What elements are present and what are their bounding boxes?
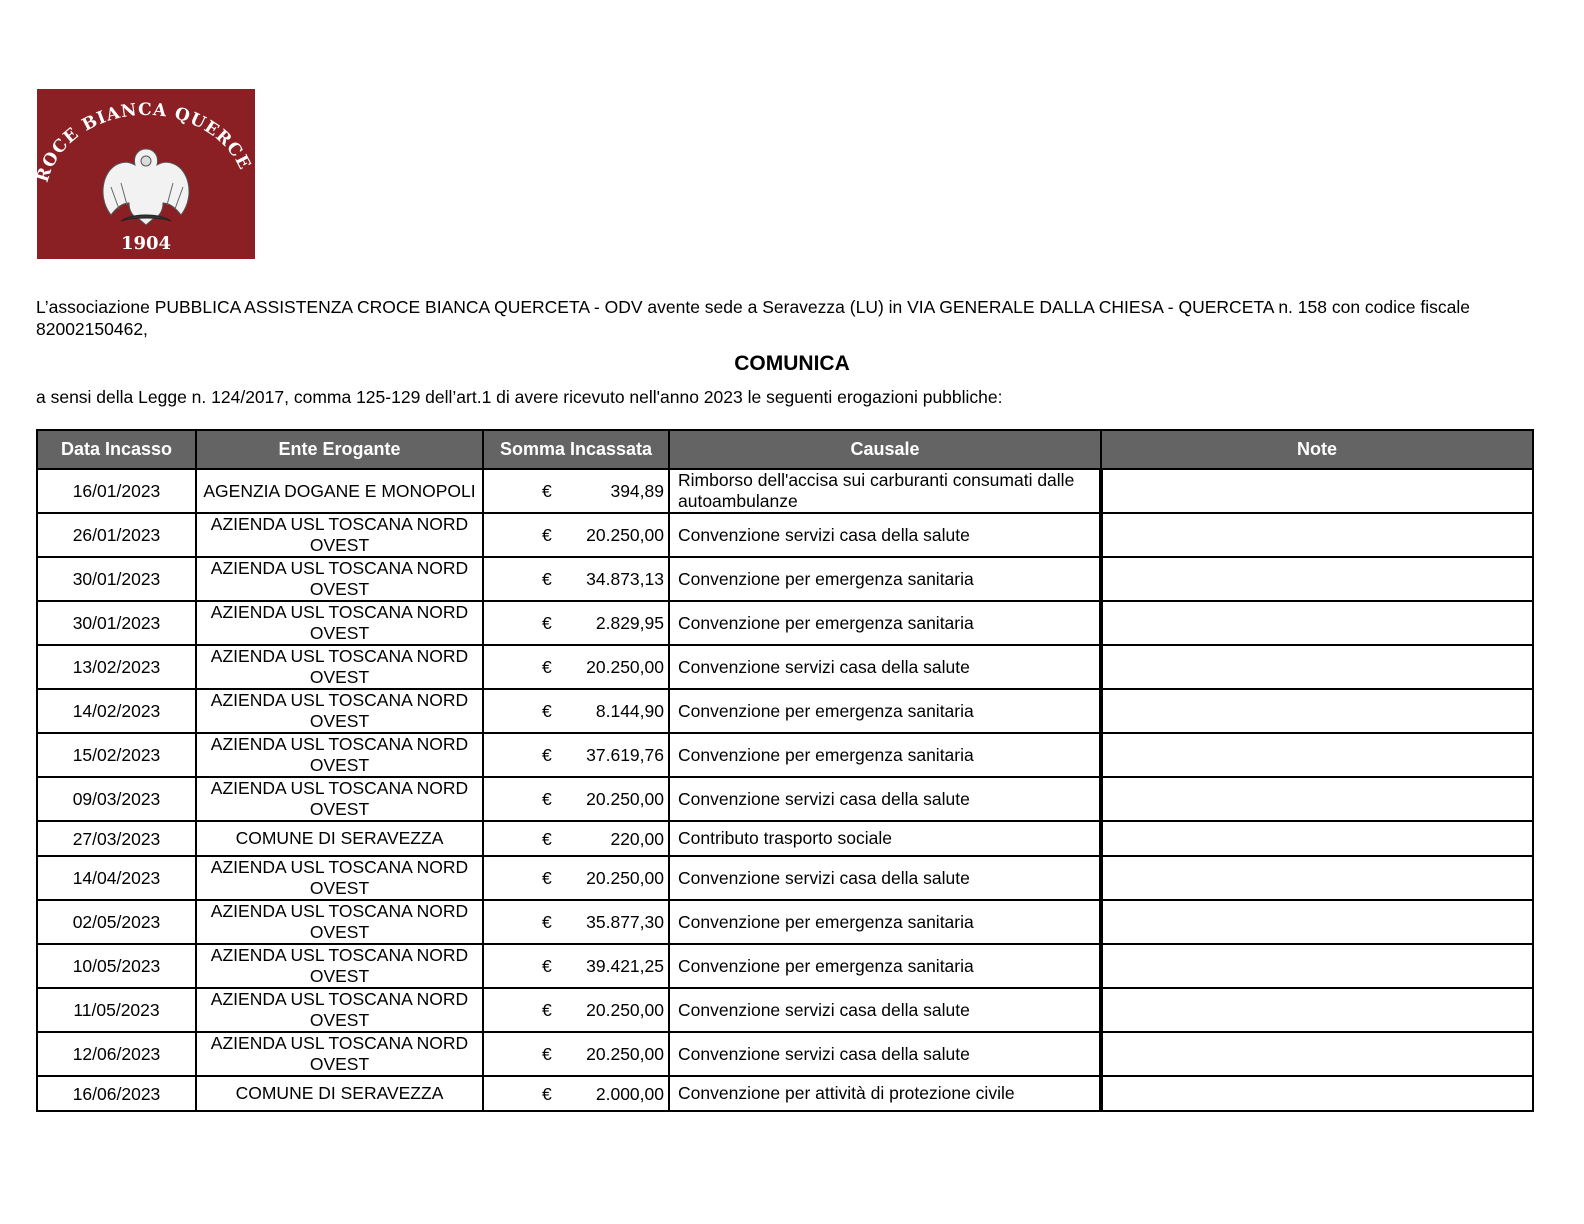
cell-causale: Convenzione per emergenza sanitaria	[669, 944, 1101, 988]
intro-text: L’associazione PUBBLICA ASSISTENZA CROCE BIANCA QUERCETA - ODV avente sede a Seravezza (LU) in VIA GENERALE DALLA CHIESA - QUERCETA n. 158 con codice fiscale 82002150462,	[36, 297, 1470, 339]
amount-value: 35.877,30	[586, 912, 664, 932]
cell-date: 27/03/2023	[37, 821, 196, 856]
cell-somma	[483, 557, 669, 601]
cell-somma	[483, 689, 669, 733]
cell-somma	[483, 645, 669, 689]
cell-causale: Convenzione per emergenza sanitaria	[669, 733, 1101, 777]
currency-symbol: €	[542, 868, 552, 888]
cell-somma	[483, 821, 669, 856]
cell-ente: AZIENDA USL TOSCANA NORD OVEST	[196, 733, 483, 777]
cell-ente: AZIENDA USL TOSCANA NORD OVEST	[196, 513, 483, 557]
amount-value: 37.619,76	[586, 745, 664, 765]
amount-value: 220,00	[610, 828, 664, 849]
amount-value: 20.250,00	[586, 525, 664, 545]
cell-causale: Convenzione per emergenza sanitaria	[669, 900, 1101, 944]
logo	[37, 89, 255, 259]
cell-causale: Convenzione servizi casa della salute	[669, 856, 1101, 900]
currency-symbol: €	[542, 525, 552, 545]
cell-causale: Convenzione per attività di protezione civile	[669, 1076, 1101, 1111]
cell-date: 12/06/2023	[37, 1032, 196, 1076]
table-row	[37, 1032, 1533, 1076]
amount-value: 34.873,13	[586, 569, 664, 589]
amount-value: 2.829,95	[595, 613, 664, 633]
amount-value: 394,89	[610, 481, 664, 501]
cell-ente: AZIENDA USL TOSCANA NORD OVEST	[196, 988, 483, 1032]
logo-year: 1904	[120, 233, 172, 254]
logo-top-text: OCE BIANCA QUERCE	[38, 99, 255, 174]
table-row	[37, 988, 1533, 1032]
table-row	[37, 733, 1533, 777]
amount-value: 20.250,00	[586, 868, 664, 888]
table-row	[37, 821, 1533, 856]
amount-value: 2.000,00	[595, 1083, 664, 1104]
cell-ente: AZIENDA USL TOSCANA NORD OVEST	[196, 900, 483, 944]
cell-date: 13/02/2023	[37, 645, 196, 689]
croce-bianca-emblem-icon	[37, 89, 255, 259]
cell-ente: AZIENDA USL TOSCANA NORD OVEST	[196, 557, 483, 601]
table-row	[37, 557, 1533, 601]
subtitle-text: a sensi della Legge n. 124/2017, comma 125-129 dell’art.1 di avere ricevuto nell'anno 2023 le seguenti erogazioni pubbliche:	[36, 387, 1003, 407]
amount-value: 20.250,00	[586, 789, 664, 809]
cell-note	[1101, 988, 1533, 1032]
page-title: COMUNICA	[734, 352, 850, 375]
cell-somma	[483, 944, 669, 988]
cell-note	[1101, 601, 1533, 645]
amount-value: 39.421,25	[586, 956, 664, 976]
cell-date: 30/01/2023	[37, 557, 196, 601]
cell-date: 16/01/2023	[37, 469, 196, 513]
cell-causale: Convenzione servizi casa della salute	[669, 513, 1101, 557]
table-row	[37, 900, 1533, 944]
cell-somma	[483, 900, 669, 944]
cell-ente: AZIENDA USL TOSCANA NORD OVEST	[196, 777, 483, 821]
table-header-row	[37, 430, 1533, 469]
cell-date: 10/05/2023	[37, 944, 196, 988]
cell-somma	[483, 733, 669, 777]
cell-causale: Convenzione per emergenza sanitaria	[669, 557, 1101, 601]
table-body	[37, 469, 1533, 1111]
cell-note	[1101, 1032, 1533, 1076]
table-row	[37, 777, 1533, 821]
cell-note	[1101, 777, 1533, 821]
cell-somma	[483, 469, 669, 513]
header-causale: Causale	[669, 430, 1101, 469]
amount-value: 20.250,00	[586, 657, 664, 677]
table-row	[37, 856, 1533, 900]
cell-note	[1101, 645, 1533, 689]
cell-note	[1101, 469, 1533, 513]
table-row	[37, 645, 1533, 689]
cell-date: 14/02/2023	[37, 689, 196, 733]
cell-note	[1101, 944, 1533, 988]
cell-date: 09/03/2023	[37, 777, 196, 821]
currency-symbol: €	[542, 828, 552, 849]
cell-ente: AZIENDA USL TOSCANA NORD OVEST	[196, 645, 483, 689]
cell-somma	[483, 601, 669, 645]
cell-causale: Rimborso dell'accisa sui carburanti consumati dalle autoambulanze	[669, 469, 1101, 513]
cell-ente: AZIENDA USL TOSCANA NORD OVEST	[196, 601, 483, 645]
amount-value: 20.250,00	[586, 1044, 664, 1064]
cell-causale: Convenzione per emergenza sanitaria	[669, 601, 1101, 645]
cell-date: 11/05/2023	[37, 988, 196, 1032]
table-row	[37, 1076, 1533, 1111]
cell-ente: AZIENDA USL TOSCANA NORD OVEST	[196, 856, 483, 900]
erogazioni-table	[36, 429, 1534, 1112]
cell-causale: Convenzione servizi casa della salute	[669, 777, 1101, 821]
cell-note	[1101, 733, 1533, 777]
cell-note	[1101, 1076, 1533, 1111]
cell-causale: Contributo trasporto sociale	[669, 821, 1101, 856]
cell-date: 30/01/2023	[37, 601, 196, 645]
currency-symbol: €	[542, 1083, 552, 1104]
header-note: Note	[1101, 430, 1533, 469]
table-row	[37, 513, 1533, 557]
currency-symbol: €	[542, 481, 552, 501]
cell-causale: Convenzione servizi casa della salute	[669, 988, 1101, 1032]
cell-ente: AZIENDA USL TOSCANA NORD OVEST	[196, 689, 483, 733]
cell-somma	[483, 513, 669, 557]
cell-date: 26/01/2023	[37, 513, 196, 557]
cell-note	[1101, 856, 1533, 900]
header-ente: Ente Erogante	[196, 430, 483, 469]
cell-note	[1101, 513, 1533, 557]
cell-ente: COMUNE DI SERAVEZZA	[196, 821, 483, 856]
cell-note	[1101, 900, 1533, 944]
cell-note	[1101, 689, 1533, 733]
cell-somma	[483, 1076, 669, 1111]
currency-symbol: €	[542, 789, 552, 809]
cell-somma	[483, 988, 669, 1032]
cell-note	[1101, 821, 1533, 856]
cell-ente: COMUNE DI SERAVEZZA	[196, 1076, 483, 1111]
currency-symbol: €	[542, 613, 552, 633]
cell-causale: Convenzione servizi casa della salute	[669, 1032, 1101, 1076]
cell-causale: Convenzione servizi casa della salute	[669, 645, 1101, 689]
table-row	[37, 944, 1533, 988]
currency-symbol: €	[542, 1000, 552, 1020]
table-row	[37, 689, 1533, 733]
currency-symbol: €	[542, 657, 552, 677]
cell-ente: AGENZIA DOGANE E MONOPOLI	[196, 469, 483, 513]
cell-somma	[483, 777, 669, 821]
cell-date: 15/02/2023	[37, 733, 196, 777]
currency-symbol: €	[542, 956, 552, 976]
cell-ente: AZIENDA USL TOSCANA NORD OVEST	[196, 944, 483, 988]
currency-symbol: €	[542, 912, 552, 932]
header-somma: Somma Incassata	[483, 430, 669, 469]
cell-note	[1101, 557, 1533, 601]
cell-somma	[483, 856, 669, 900]
table-row	[37, 601, 1533, 645]
currency-symbol: €	[542, 1044, 552, 1064]
cell-ente: AZIENDA USL TOSCANA NORD OVEST	[196, 1032, 483, 1076]
amount-value: 8.144,90	[595, 701, 664, 721]
currency-symbol: €	[542, 745, 552, 765]
header-date: Data Incasso	[37, 430, 196, 469]
amount-value: 20.250,00	[586, 1000, 664, 1020]
cell-causale: Convenzione per emergenza sanitaria	[669, 689, 1101, 733]
cell-date: 16/06/2023	[37, 1076, 196, 1111]
currency-symbol: €	[542, 701, 552, 721]
cell-somma	[483, 1032, 669, 1076]
cell-date: 14/04/2023	[37, 856, 196, 900]
currency-symbol: €	[542, 569, 552, 589]
cell-date: 02/05/2023	[37, 900, 196, 944]
table-row	[37, 469, 1533, 513]
